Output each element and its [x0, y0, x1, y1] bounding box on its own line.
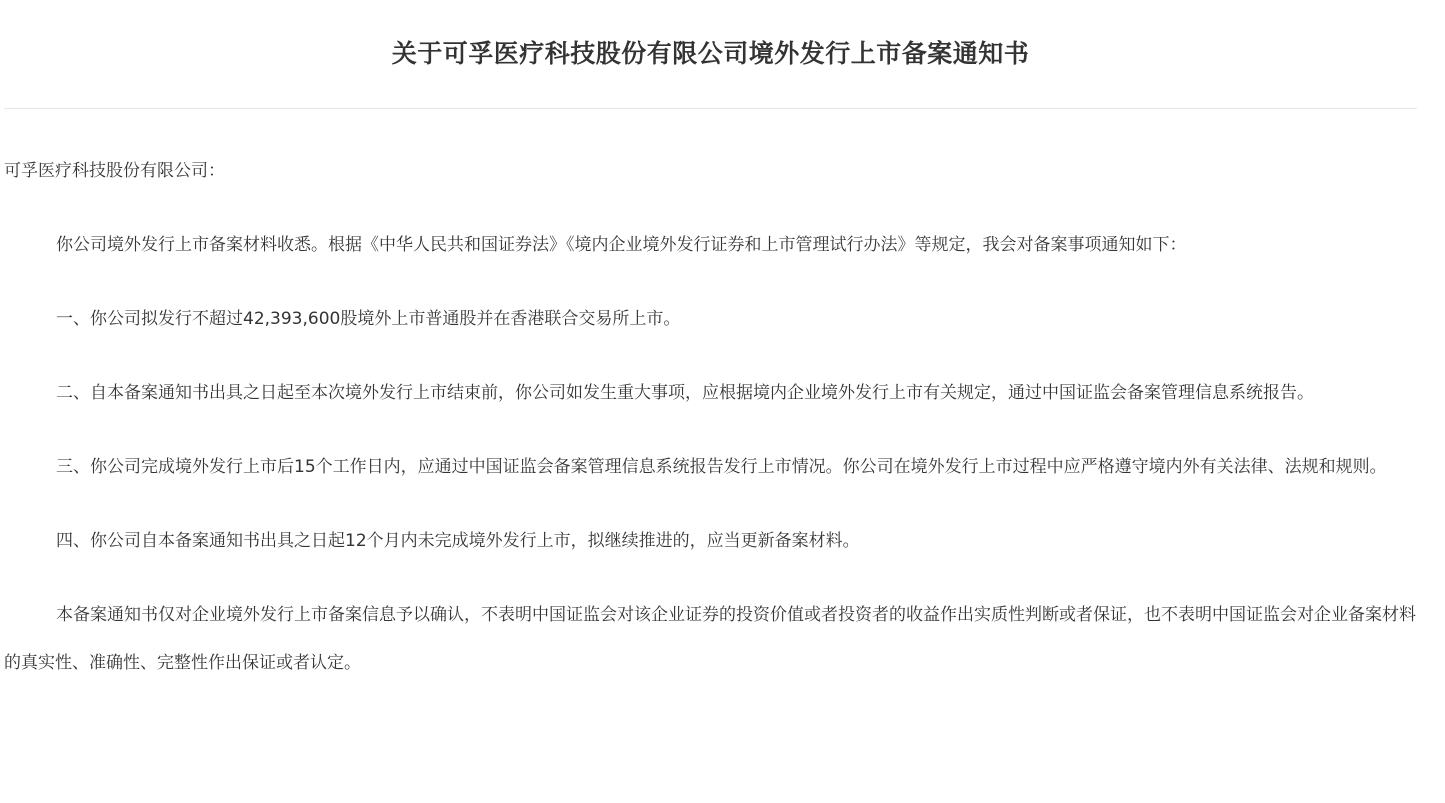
paragraph-item-3: 三、你公司完成境外发行上市后15个工作日内，应通过中国证监会备案管理信息系统报告发行上市情况。你公司在境外发行上市过程中应严格遵守境内外有关法律、法规和规则。 [56, 457, 1387, 477]
paragraph-item-4: 四、你公司自本备案通知书出具之日起12个月内未完成境外发行上市，拟继续推进的，应当更新备案材料。 [56, 531, 860, 551]
notice-body [4, 147, 1417, 687]
paragraph-item-1: 一、你公司拟发行不超过42,393,600股境外上市普通股并在香港联合交易所上市。 [56, 309, 681, 329]
paragraph-disclaimer: 本备案通知书仅对企业境外发行上市备案信息予以确认，不表明中国证监会对该企业证券的投资价值或者投资者的收益作出实质性判断或者保证，也不表明中国证监会对企业备案材料的真实性、准确性、完整性作出保证或者认定。 [4, 605, 1416, 673]
paragraph-item-2: 二、自本备案通知书出具之日起至本次境外发行上市结束前，你公司如发生重大事项，应根据境内企业境外发行上市有关规定，通过中国证监会备案管理信息系统报告。 [56, 383, 1314, 403]
page-title: 关于可孚医疗科技股份有限公司境外发行上市备案通知书 [391, 39, 1030, 68]
paragraph-intro: 你公司境外发行上市备案材料收悉。根据《中华人民共和国证券法》《境内企业境外发行证券和上市管理试行办法》等规定，我会对备案事项通知如下： [56, 235, 1187, 255]
title-divider [4, 108, 1417, 109]
salutation: 可孚医疗科技股份有限公司： [4, 161, 225, 181]
